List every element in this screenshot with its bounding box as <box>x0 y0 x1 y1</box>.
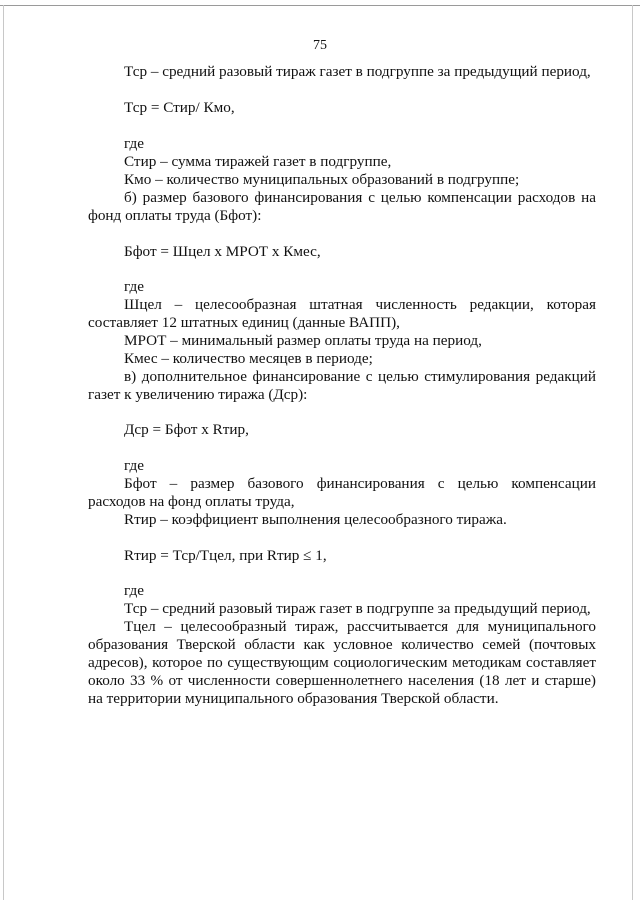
text-line: Тср – средний разовый тираж газет в подгруппе за предыдущий период, <box>124 63 591 80</box>
text-line: Кмес – количество месяцев в периоде; <box>124 350 373 367</box>
formula-rtir: Rтир = Тср/Тцел, при Rтир ≤ 1, <box>124 547 327 564</box>
text-line: где <box>124 457 144 474</box>
text-line: на территории муниципального образования Тверской области. <box>88 690 499 707</box>
text-line: в) дополнительное финансирование с целью стимулирования редакций <box>124 368 596 385</box>
page-number: 75 <box>313 38 327 53</box>
text-line: где <box>124 582 144 599</box>
text-line: Стир – сумма тиражей газет в подгруппе, <box>124 153 392 170</box>
text-line: где <box>124 278 144 295</box>
text-line: Шцел – целесообразная штатная численность редакции, которая <box>124 296 596 313</box>
text-line: газет к увеличению тиража (Дср): <box>88 386 308 403</box>
formula-tsr: Тср = Стир/ Кмо, <box>124 99 235 116</box>
text-line: б) размер базового финансирования с целью компенсации расходов на <box>124 189 596 206</box>
text-line: Тцел – целесообразный тираж, рассчитывается для муниципального <box>124 618 596 635</box>
text-line: адресов), которое по существующим социологическим методикам составляет <box>88 654 596 671</box>
text-line: МРОТ – минимальный размер оплаты труда на период, <box>124 332 482 349</box>
text-line: Rтир – коэффициент выполнения целесообразного тиража. <box>124 511 507 528</box>
text-line: Кмо – количество муниципальных образований в подгруппе; <box>124 171 520 188</box>
scan-border-right <box>632 5 633 900</box>
scan-border-left <box>3 5 4 900</box>
formula-bfot: Бфот = Шцел х МРОТ х Кмес, <box>124 243 321 260</box>
text-line: около 33 % от численности совершеннолетнего населения (18 лет и старше) <box>88 672 596 689</box>
text-line: где <box>124 135 144 152</box>
text-line: образования Тверской области как условное количество семей (почтовых <box>88 636 596 653</box>
text-line: составляет 12 штатных единиц (данные ВАПП), <box>88 314 400 331</box>
text-line: Бфот – размер базового финансирования с целью компенсации <box>124 475 596 492</box>
text-line: Тср – средний разовый тираж газет в подгруппе за предыдущий период, <box>124 600 591 617</box>
text-line: расходов на фонд оплаты труда, <box>88 493 295 510</box>
formula-dsr: Дср = Бфот х Rтир, <box>124 421 249 438</box>
text-line: фонд оплаты труда (Бфот): <box>88 207 262 224</box>
scan-border-top <box>0 5 640 6</box>
